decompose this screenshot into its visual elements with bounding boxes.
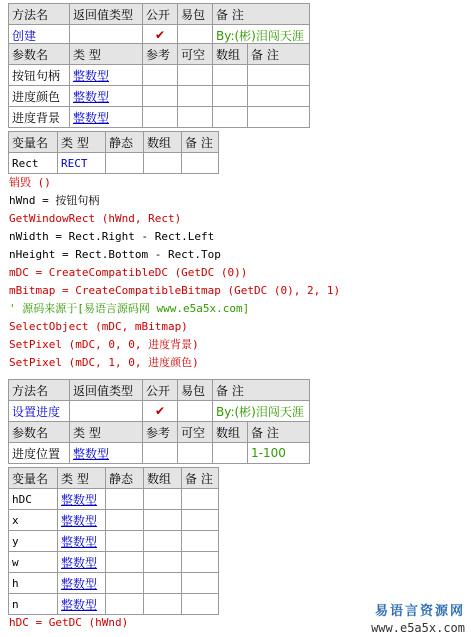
col-method-name: 方法名	[9, 380, 70, 401]
cell-empty	[144, 552, 182, 573]
table-row	[9, 510, 219, 531]
param-header-row	[9, 422, 310, 443]
cell-empty	[106, 510, 144, 531]
col-var-array: 数组	[144, 468, 182, 489]
code-line	[9, 615, 128, 631]
sub-note: By:(彬)泪闯天涯	[213, 25, 310, 46]
col-nullable: 可空	[178, 422, 213, 443]
col-return-type: 返回值类型	[70, 380, 143, 401]
col-param-note: 备 注	[248, 44, 310, 65]
cell-empty	[144, 594, 182, 615]
var-type-link[interactable]: 整数型	[58, 552, 106, 573]
col-param-name: 参数名	[9, 44, 70, 65]
sub-header-row	[9, 380, 310, 401]
sub-header-row	[9, 4, 310, 25]
var-name: h	[9, 573, 58, 594]
var-name: y	[9, 531, 58, 552]
param-type-link[interactable]: 整数型	[70, 107, 143, 128]
col-array: 数组	[213, 44, 248, 65]
sub-note: By:(彬)泪闯天涯	[213, 401, 310, 422]
code-line	[9, 229, 214, 245]
col-param-note: 备 注	[248, 422, 310, 443]
col-var-type: 类 型	[58, 132, 106, 153]
cell-empty	[178, 107, 213, 128]
cell-empty	[106, 153, 144, 174]
col-var-note: 备 注	[182, 468, 219, 489]
col-array: 数组	[213, 422, 248, 443]
col-var-name: 变量名	[9, 468, 58, 489]
code-text: mBitmap = CreateCompatibleBitmap (GetDC (0), 2, 1)	[9, 284, 341, 297]
code-line	[9, 211, 181, 227]
cell-empty	[182, 594, 219, 615]
code-line	[9, 301, 249, 317]
col-var-name: 变量名	[9, 132, 58, 153]
table-row	[9, 594, 219, 615]
table-row	[9, 443, 310, 464]
sub-setprogress-table	[8, 379, 310, 422]
cell-empty	[144, 489, 182, 510]
code-line	[9, 193, 99, 209]
cell-empty	[144, 531, 182, 552]
table-row	[9, 489, 219, 510]
cell-empty	[143, 65, 178, 86]
col-param-type: 类 型	[70, 422, 143, 443]
cell-empty	[143, 443, 178, 464]
code-line	[9, 283, 340, 299]
cell-empty	[213, 107, 248, 128]
cell-empty	[178, 443, 213, 464]
cell-empty	[106, 489, 144, 510]
sub-name: 设置进度	[9, 401, 70, 422]
param-create-table	[8, 43, 310, 128]
param-name: 按钮句柄	[9, 65, 70, 86]
cell-empty	[182, 531, 219, 552]
col-static: 静态	[106, 132, 144, 153]
table-row	[9, 107, 310, 128]
cell-empty	[106, 531, 144, 552]
col-note: 备 注	[213, 380, 310, 401]
col-package: 易包	[178, 4, 213, 25]
code-comment: ' 源码来源于[易语言源码网 www.e5a5x.com]	[9, 302, 250, 315]
var-type-link[interactable]: 整数型	[58, 489, 106, 510]
var-type-link[interactable]: 整数型	[58, 594, 106, 615]
sub-name: 创建	[9, 25, 70, 46]
var-name: hDC	[9, 489, 58, 510]
col-var-type: 类 型	[58, 468, 106, 489]
col-package: 易包	[178, 380, 213, 401]
code-line	[9, 337, 199, 353]
param-name: 进度颜色	[9, 86, 70, 107]
sub-create-table	[8, 3, 310, 46]
code-text: SetPixel (mDC, 1, 0, 进度颜色)	[9, 356, 199, 369]
col-var-note: 备 注	[182, 132, 219, 153]
param-type-link[interactable]: 整数型	[70, 86, 143, 107]
var-header-row	[9, 468, 219, 489]
cell-empty	[106, 552, 144, 573]
cell-empty	[144, 510, 182, 531]
watermark-url: www.e5a5x.com	[371, 621, 465, 635]
cell-empty	[248, 65, 310, 86]
sub-row	[9, 401, 310, 422]
var-type-link[interactable]: 整数型	[58, 510, 106, 531]
code-line	[9, 175, 51, 191]
cell-empty	[106, 594, 144, 615]
cell-empty	[178, 65, 213, 86]
cell-empty	[182, 153, 219, 174]
col-ref: 参考	[143, 44, 178, 65]
code-text: SelectObject (mDC, mBitmap)	[9, 320, 188, 333]
param-name: 进度背景	[9, 107, 70, 128]
code-line	[9, 247, 221, 263]
public-check-icon: ✔	[143, 25, 178, 46]
sub-package	[178, 401, 213, 422]
cell-empty	[213, 86, 248, 107]
cell-empty	[248, 107, 310, 128]
table-row	[9, 552, 219, 573]
code-text: 销毁 ()	[9, 176, 51, 189]
var-name: n	[9, 594, 58, 615]
var-table-2	[8, 467, 219, 615]
code-text: nWidth = Rect.Right - Rect.Left	[9, 230, 215, 243]
var-name: w	[9, 552, 58, 573]
code-text: nHeight = Rect.Bottom - Rect.Top	[9, 248, 221, 261]
code-text: hDC = GetDC (hWnd)	[9, 616, 129, 629]
var-header-row	[9, 132, 219, 153]
cell-empty	[182, 510, 219, 531]
col-public: 公开	[143, 380, 178, 401]
cell-empty	[182, 573, 219, 594]
param-header-row	[9, 44, 310, 65]
code-line	[9, 265, 247, 281]
cell-empty	[213, 65, 248, 86]
var-table-1	[8, 131, 219, 174]
param-note: 1-100	[248, 443, 310, 464]
var-type-link[interactable]: 整数型	[58, 531, 106, 552]
param-name: 进度位置	[9, 443, 70, 464]
public-check-icon: ✔	[143, 401, 178, 422]
param-type-link[interactable]: 整数型	[70, 443, 143, 464]
table-row	[9, 86, 310, 107]
col-param-name: 参数名	[9, 422, 70, 443]
code-line	[9, 355, 199, 371]
col-method-name: 方法名	[9, 4, 70, 25]
table-row	[9, 573, 219, 594]
cell-empty	[178, 86, 213, 107]
col-ref: 参考	[143, 422, 178, 443]
var-type: RECT	[58, 153, 106, 174]
table-row	[9, 531, 219, 552]
var-name: x	[9, 510, 58, 531]
code-text: SetPixel (mDC, 0, 0, 进度背景)	[9, 338, 199, 351]
col-nullable: 可空	[178, 44, 213, 65]
sub-return	[70, 401, 143, 422]
code-text: hWnd = 按钮句柄	[9, 194, 100, 207]
cell-empty	[213, 443, 248, 464]
cell-empty	[144, 573, 182, 594]
cell-empty	[143, 86, 178, 107]
cell-empty	[182, 552, 219, 573]
col-public: 公开	[143, 4, 178, 25]
code-text: mDC = CreateCompatibleDC (GetDC (0))	[9, 266, 248, 279]
watermark-title: 易语言资源网	[374, 604, 465, 619]
table-row	[9, 153, 219, 174]
cell-empty	[143, 107, 178, 128]
col-var-array: 数组	[144, 132, 182, 153]
cell-empty	[106, 573, 144, 594]
table-row	[9, 65, 310, 86]
col-param-type: 类 型	[70, 44, 143, 65]
cell-empty	[248, 86, 310, 107]
param-setprogress-table	[8, 421, 310, 464]
cell-empty	[144, 153, 182, 174]
var-name: Rect	[9, 153, 58, 174]
col-static: 静态	[106, 468, 144, 489]
var-type-link[interactable]: 整数型	[58, 573, 106, 594]
param-type-link[interactable]: 整数型	[70, 65, 143, 86]
cell-empty	[182, 489, 219, 510]
col-note: 备 注	[213, 4, 310, 25]
col-return-type: 返回值类型	[70, 4, 143, 25]
code-text: GetWindowRect (hWnd, Rect)	[9, 212, 182, 225]
code-line	[9, 319, 188, 335]
